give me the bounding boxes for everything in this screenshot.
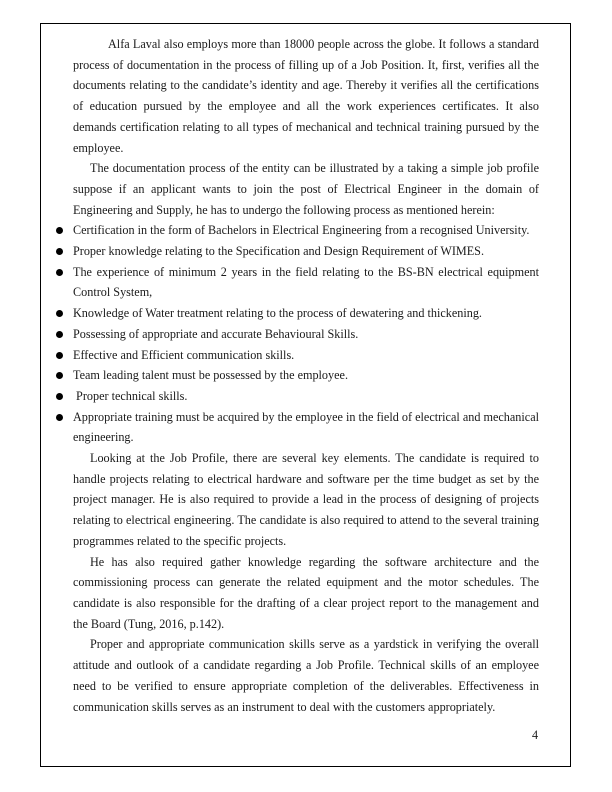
list-item: Proper technical skills. — [73, 386, 539, 407]
paragraph: Proper and appropriate communication skills serve as a yardstick in verifying the overall attitude and outlook of a candidate regarding a Job Profile. Technical skills of an employee need to be verified to ensure appropriate completion of the deliverables. Effectiveness in communication skills serves as an instrument to deal with the customers appropriately. — [73, 637, 539, 714]
list-item: Team leading talent must be possessed by the employee. — [73, 365, 539, 386]
paragraph: He has also required gather knowledge regarding the software architecture and the commissioning process can generate the related equipment and the motor schedules. The candidate is also responsible for the drafting of a clear project report to the management and the Board (Tung, 2016, p.142). — [73, 554, 539, 631]
document-body — [73, 34, 539, 717]
paragraph: Looking at the Job Profile, there are several key elements. The candidate is required to handle projects relating to electrical hardware and software per the time budget as set by the project manager. He is also required to provide a lead in the process of designing of projects relating to electrical engineering. The candidate is also required to attend to the several training programmes related to the specific projects. — [73, 451, 539, 548]
paragraph: The documentation process of the entity can be illustrated by a taking a simple job profile suppose if an applicant wants to join the post of Electrical Engineer in the domain of Engineering and Supply, he has to undergo the following process as mentioned herein: — [73, 161, 539, 217]
list-item: Certification in the form of Bachelors in Electrical Engineering from a recognised University. — [73, 220, 539, 241]
requirements-list — [73, 220, 539, 448]
paragraph: Alfa Laval also employs more than 18000 people across the globe. It follows a standard process of documentation in the process of filling up of a Job Position. It, first, verifies all the documents relating to the candidate’s identity and age. Thereby it verifies all the certifications of education pursued by the employee and all the work experiences certificates. It also demands certification relating to all types of mechanical and technical training pursued by the employee. — [73, 37, 539, 155]
list-item: Proper knowledge relating to the Specification and Design Requirement of WIMES. — [73, 241, 539, 262]
bullet-icon — [56, 352, 63, 359]
bullet-icon — [56, 393, 63, 400]
list-item: The experience of minimum 2 years in the field relating to the BS-BN electrical equipment Control System, — [73, 262, 539, 303]
list-item: Possessing of appropriate and accurate Behavioural Skills. — [73, 324, 539, 345]
bullet-icon — [56, 248, 63, 255]
list-item: Knowledge of Water treatment relating to the process of dewatering and thickening. — [73, 303, 539, 324]
page-number: 4 — [532, 728, 539, 742]
bullet-icon — [56, 414, 63, 421]
bullet-icon — [56, 331, 63, 338]
list-item: Effective and Efficient communication skills. — [73, 345, 539, 366]
bullet-icon — [56, 269, 63, 276]
list-item: Appropriate training must be acquired by the employee in the field of electrical and mechanical engineering. — [73, 407, 539, 448]
